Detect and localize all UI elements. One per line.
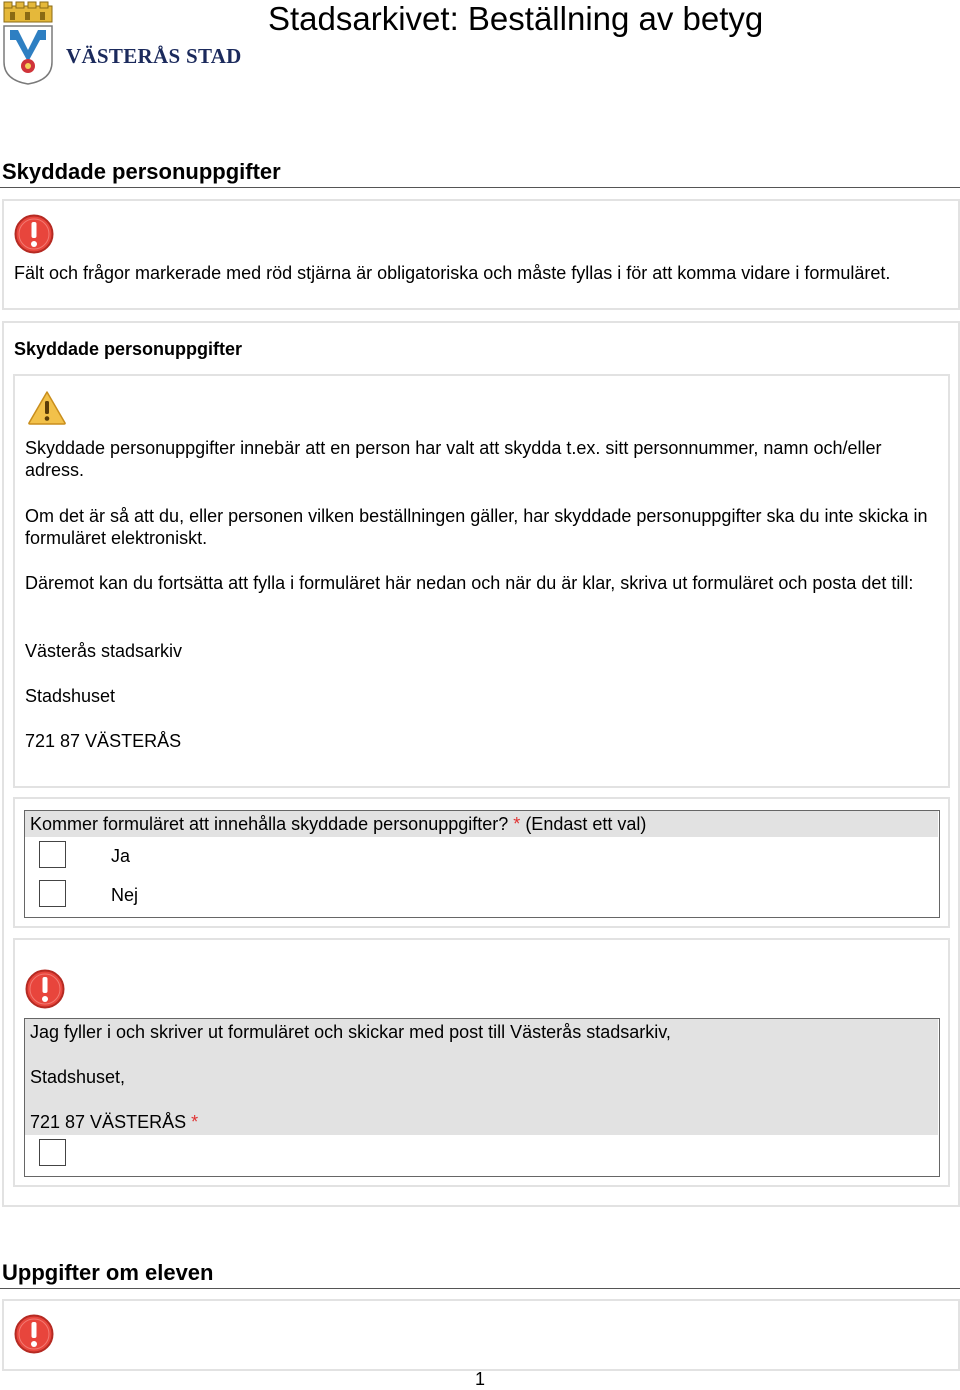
warning-icon: [27, 390, 67, 426]
section-heading-student: Uppgifter om eleven: [2, 1260, 214, 1285]
checkbox-ja[interactable]: [39, 841, 66, 868]
coat-of-arms-icon: [0, 0, 60, 86]
address-line-3: 721 87 VÄSTERÅS: [25, 731, 182, 751]
postal-line-1: Jag fyller i och skriver ut formuläret och skickar med post till Västerås stadsarkiv,: [30, 1022, 671, 1042]
address-line-1: Västerås stadsarkiv: [25, 641, 183, 661]
vasteras-logo: [0, 0, 242, 90]
address-line-2: Stadshuset: [25, 686, 116, 706]
option-label-nej: Nej: [111, 885, 139, 905]
section-divider: [0, 1288, 960, 1289]
mandatory-note-box: [2, 199, 960, 310]
section-heading-protected: Skyddade personuppgifter: [2, 159, 281, 184]
group-title: Skyddade personuppgifter: [14, 339, 243, 359]
info-paragraph-2: Om det är så att du, eller personen vilken beställningen gäller, har skyddade personuppgifter ska du inte skicka in formuläret elektroniskt.: [25, 506, 928, 548]
error-icon: [14, 214, 54, 254]
postal-confirm-wrapper: [13, 938, 950, 1187]
page-title: Stadsarkivet: Beställning av betyg: [268, 0, 764, 37]
option-label-ja: Ja: [111, 846, 131, 866]
checkbox-nej[interactable]: [39, 880, 66, 907]
question-wrapper: [13, 797, 950, 928]
info-paragraph-1: Skyddade personuppgifter innebär att en person har valt att skydda t.ex. sitt personnummer, namn och/eller adress.: [25, 438, 882, 480]
postal-line-3: 721 87 VÄSTERÅS *: [30, 1112, 199, 1132]
protected-data-question: [24, 810, 940, 918]
page-number: 1: [475, 1369, 486, 1389]
info-box: [13, 374, 950, 788]
error-icon: [14, 1314, 54, 1354]
info-paragraph-3: Däremot kan du fortsätta att fylla i formuläret här nedan och när du är klar, skriva ut formuläret och posta det till:: [25, 573, 914, 593]
postal-line-2: Stadshuset,: [30, 1067, 126, 1087]
protected-data-group: [2, 321, 960, 1207]
checkbox-postal-confirm[interactable]: [39, 1139, 66, 1166]
logo-wordmark: VÄSTERÅS STAD: [66, 44, 242, 68]
mandatory-note-text: Fält och frågor markerade med röd stjärna är obligatoriska och måste fyllas i för att komma vidare i formuläret.: [14, 263, 891, 283]
question-label: Kommer formuläret att innehålla skyddade personuppgifter? * (Endast ett val): [30, 814, 647, 834]
required-asterisk: *: [191, 1112, 199, 1132]
postal-confirm-question: [24, 1018, 940, 1177]
student-note-box: [2, 1299, 960, 1371]
question-hint: (Endast ett val): [525, 814, 647, 834]
section-divider: [0, 187, 960, 188]
error-icon: [25, 969, 65, 1009]
required-asterisk: *: [513, 814, 521, 834]
